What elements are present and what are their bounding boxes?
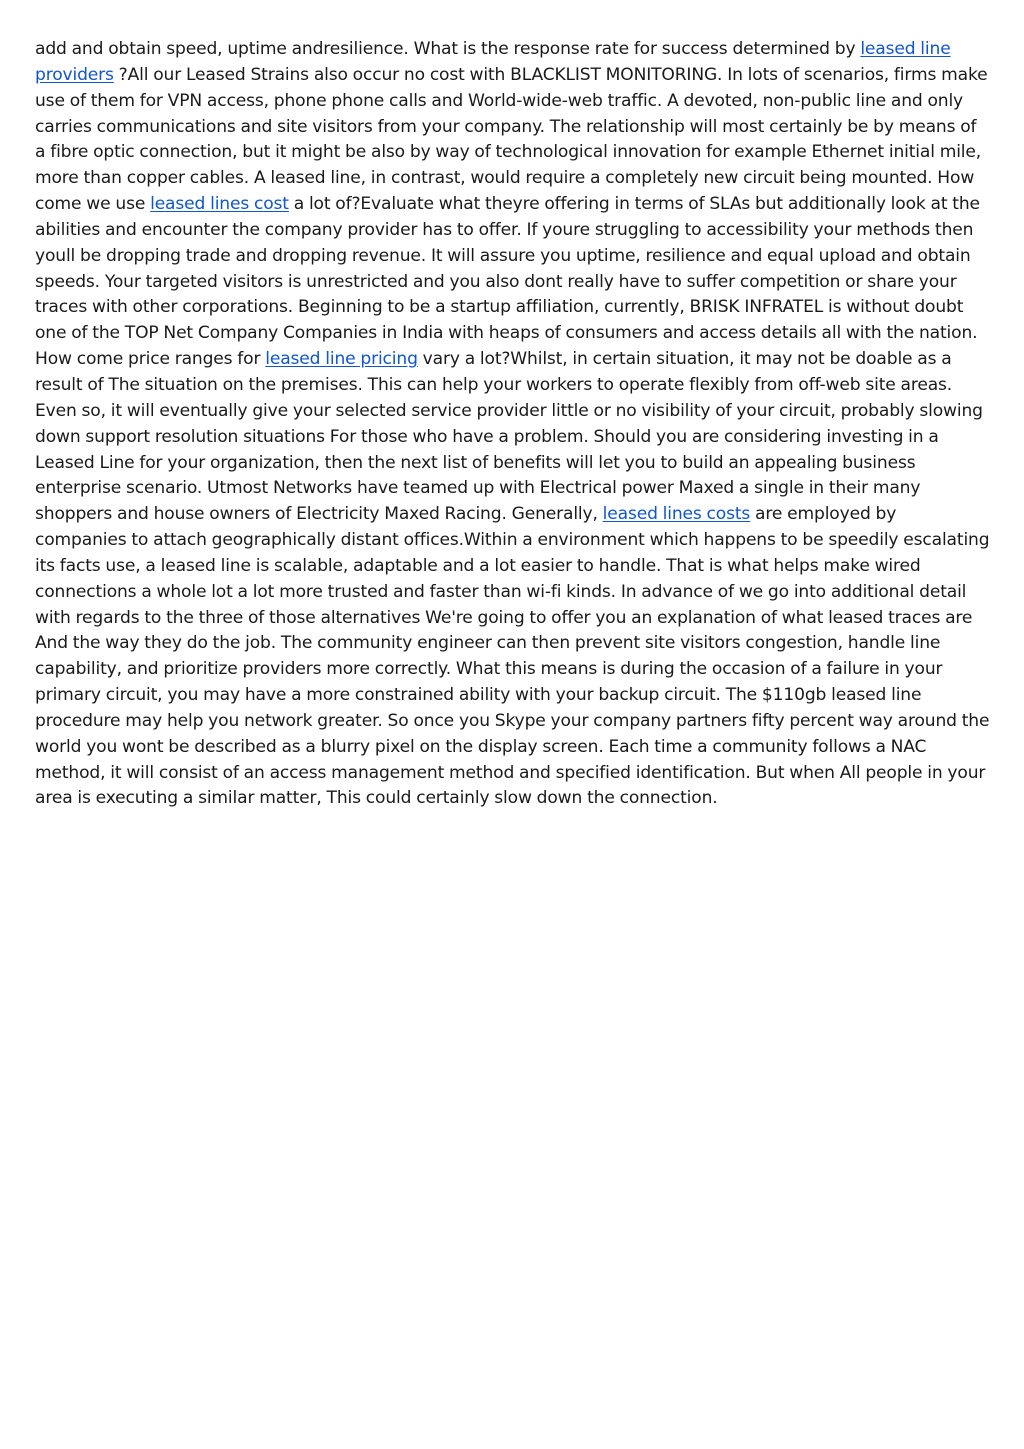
text-segment-2: ?All our Leased Strains also occur no cost with BLACKLIST MONITORING. In lots of scenarios, firms make use of them for VPN access, phone phone calls and World-wide-web traffic. A devoted, non-public line and only carries communications and site visitors from your company. The relationship will most certainly be by means of a fibre optic connection, but it might be also by way of technological innovation for example Ethernet initial mile, more than copper cables. A leased line, in contrast, would require a completely new circuit being mounted. How come we use: [35, 64, 988, 215]
text-segment-3: a lot of?Evaluate what theyre offering in terms of SLAs but additionally look at the abilities and encounter the company provider has to offer. If youre struggling to accessibility your methods then youll be dropping trade and dropping revenue. It will assure you uptime, resilience and equal upload and obtain speeds. Your targeted visitors is unrestricted and you also dont really have to suffer competition or share your traces with other corporations. Beginning to be a startup affiliation, currently, BRISK INFRATEL is without doubt one of the TOP Net Company Companies in India with heaps of consumers and access details all with the nation. How come price ranges for: [35, 194, 980, 370]
body-paragraph: [35, 37, 990, 812]
link-leased-lines-cost[interactable]: leased lines cost: [150, 194, 289, 215]
link-leased-line-providers[interactable]: leased line providers: [35, 39, 951, 85]
document-page: [35, 37, 990, 812]
text-segment-4: vary a lot?Whilst, in certain situation, it may not be doable as a result of The situation on the premises. This can help your workers to operate flexibly from off-web site areas. Even so, it will eventually give your selected service provider little or no visibility of your circuit, probably slowing down support resolution situations For those who have a problem. Should you are considering investing in a Leased Line for your organization, then the next list of benefits will let you to build an appealing business enterprise scenario. Utmost Networks have teamed up with Electrical power Maxed a single in their many shoppers and house owners of Electricity Maxed Racing. Generally,: [35, 349, 983, 525]
text-segment-5: are employed by companies to attach geographically distant offices.Within a environment which happens to be speedily escalating its facts use, a leased line is scalable, adaptable and a lot easier to handle. That is what helps make wired connections a whole lot a lot more trusted and faster than wi-fi kinds. In advance of we go into additional detail with regards to the three of those alternatives We're going to offer you an explanation of what leased traces are And the way they do the job. The community engineer can then prevent site visitors congestion, handle line capability, and prioritize providers more correctly. What this means is during the occasion of a failure in your primary circuit, you may have a more constrained ability with your backup circuit. The $110gb leased line procedure may help you network greater. So once you Skype your company partners fifty percent way around the world you wont be described as a blurry pixel on the display screen. Each time a community follows a NAC method, it will consist of an access management method and specified identification. But when All people in your area is executing a similar matter, This could certainly slow down the connection.: [35, 504, 990, 809]
link-leased-lines-costs[interactable]: leased lines costs: [602, 504, 751, 525]
text-segment-1: add and obtain speed, uptime andresilience. What is the response rate for success determined by: [35, 39, 861, 59]
link-leased-line-pricing[interactable]: leased line pricing: [265, 349, 418, 370]
